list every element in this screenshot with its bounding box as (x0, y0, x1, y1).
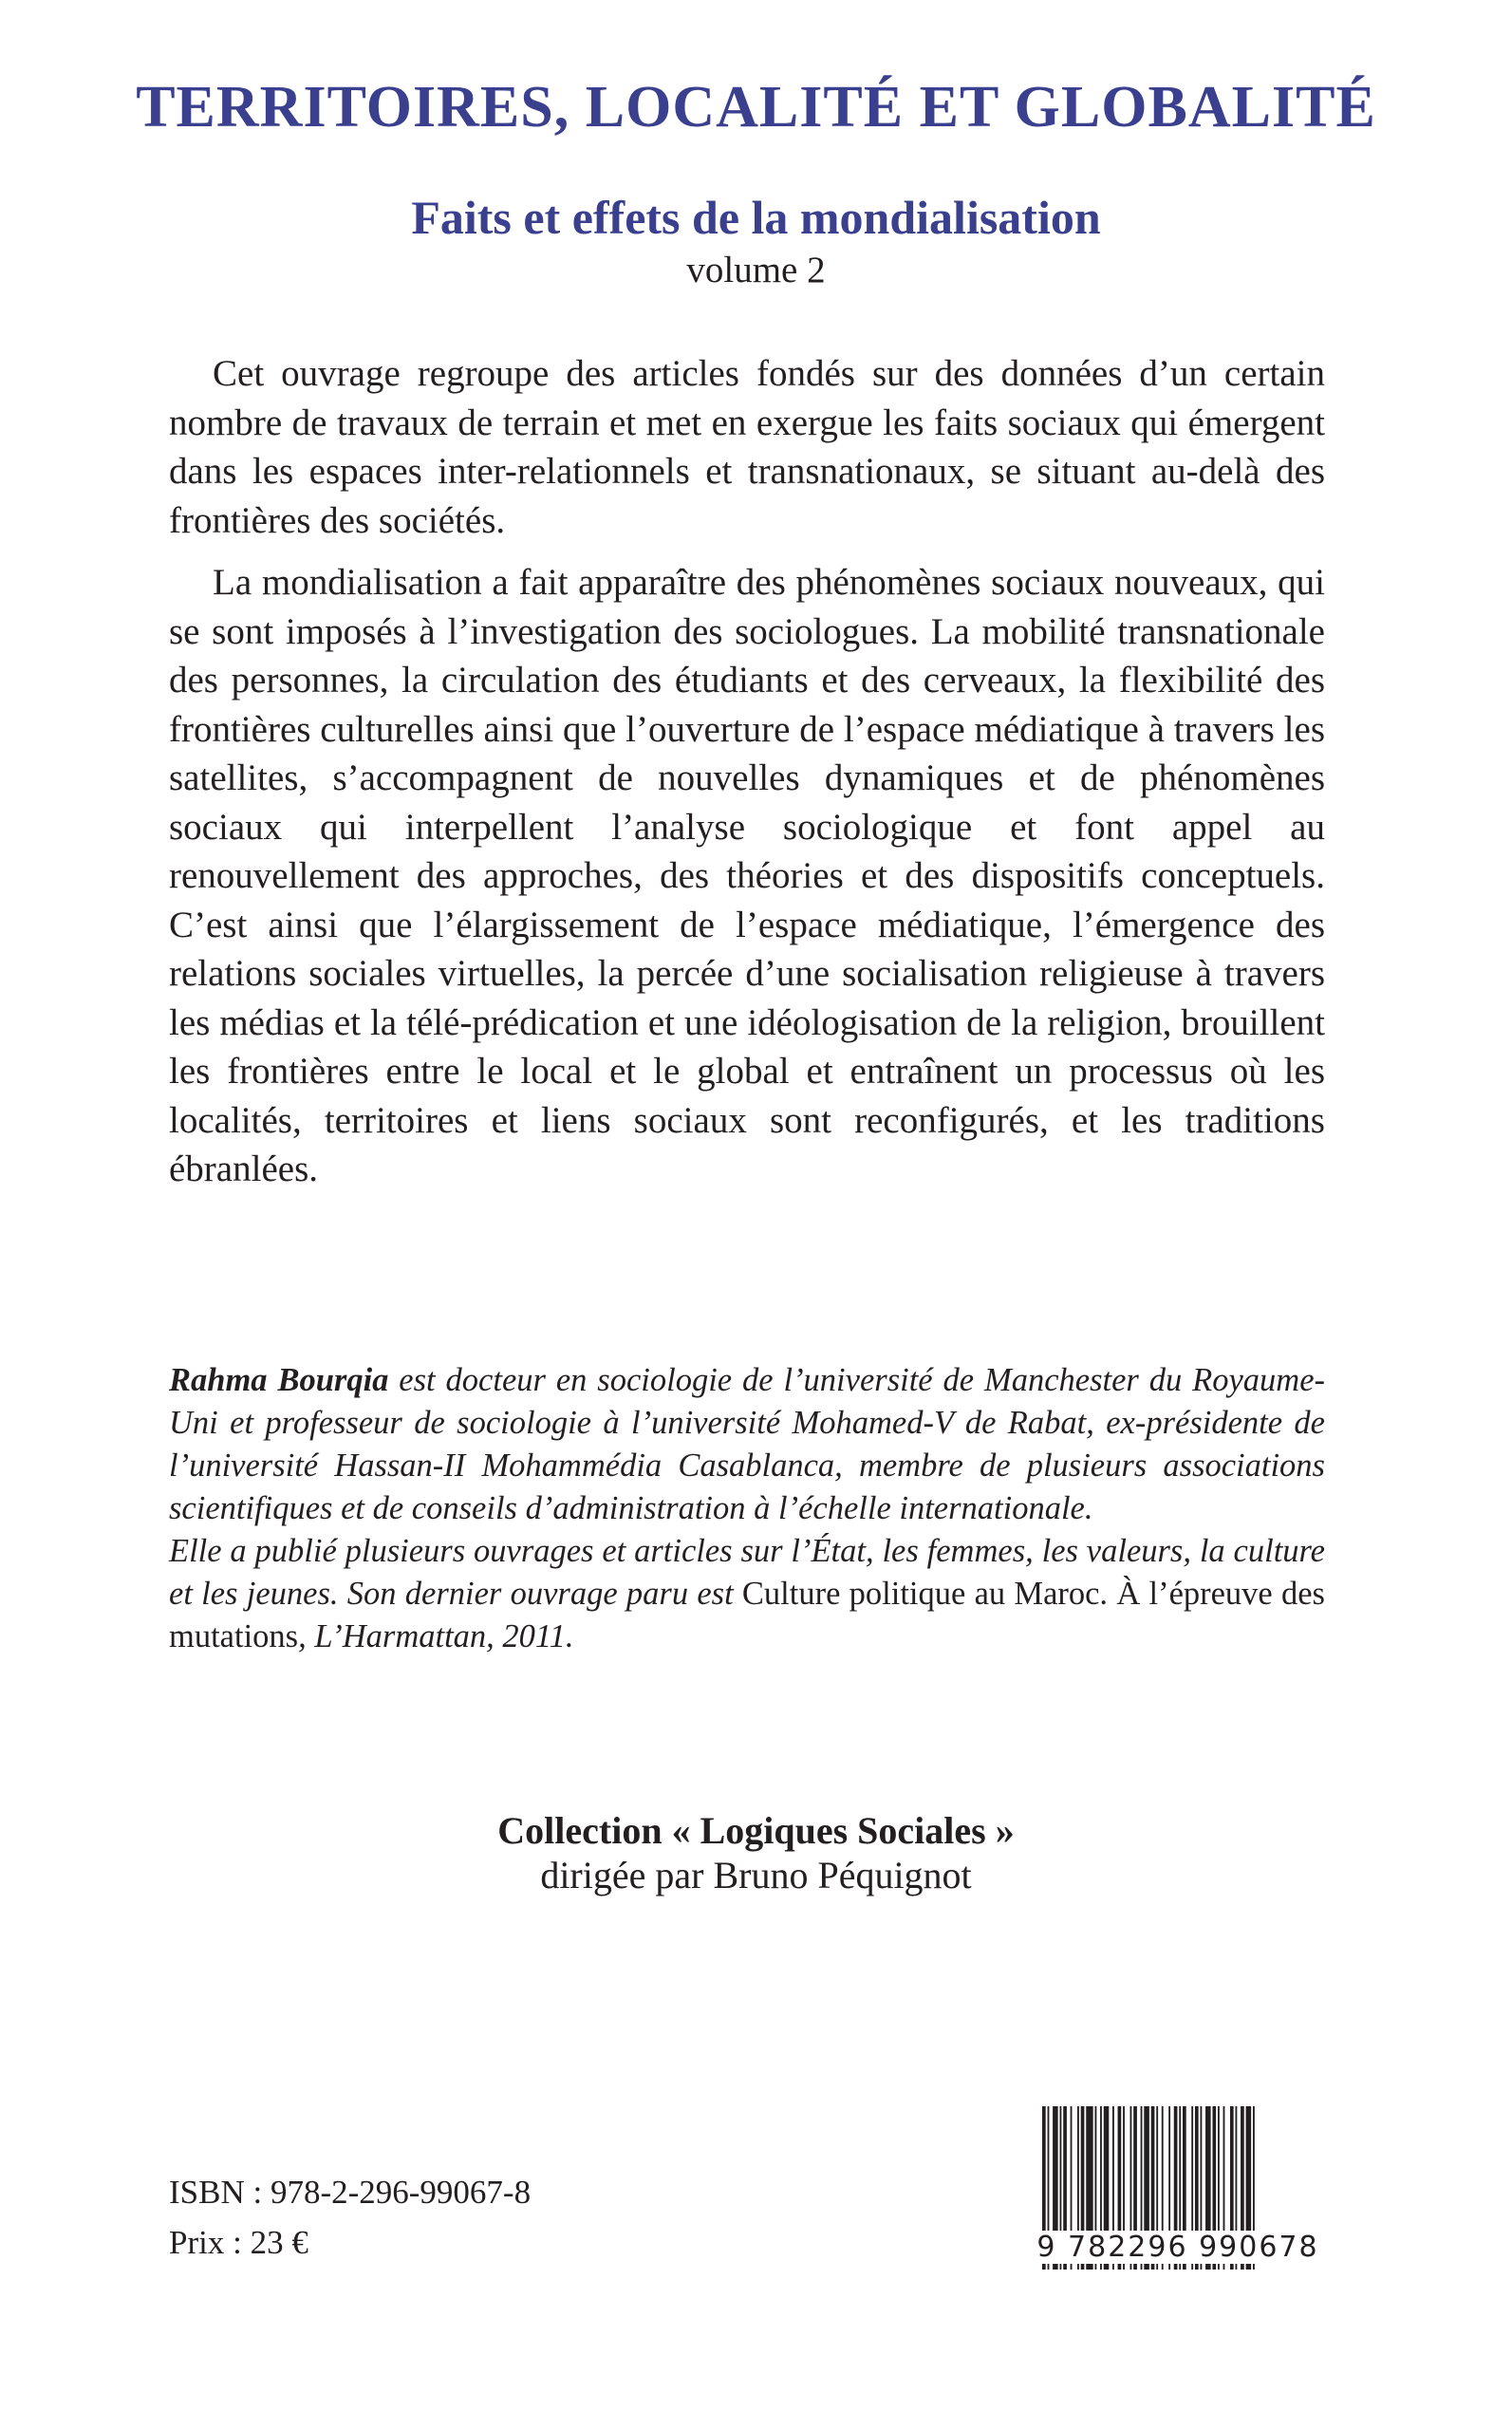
book-title: TERRITOIRES, LOCALITÉ ET GLOBALITÉ (136, 75, 1376, 140)
author-bio-text: est docteur en sociologie de l’université de Manchester du Royaume-Uni et professeur de sociologie à l’université Mohamed-V de Rabat, ex-présidente de l’université Hassan-II Mohammédia Casablanca, membre de plusieurs associations scientifiques et de conseils d’administration à l’échelle internationale. (169, 1362, 1325, 1526)
book-subtitle: Faits et effets de la mondialisation (411, 191, 1101, 244)
summary-paragraph: La mondialisation a fait apparaître des phénomènes sociaux nouveaux, qui se sont imposés à l’investigation des sociologues. La mobilité transnationale des personnes, la circulation des étudiants et des cerveaux, la flexibilité des frontières culturelles ainsi que l’ouverture de l’espace médiatique à travers les satellites, s’accompagnent de nouvelles dynamiques et de phénomènes sociaux qui interpellent l’analyse sociologique et font appel au renouvellement des approches, des théories et des dispositifs conceptuels. C’est ainsi que l’élargissement de l’espace médiatique, l’émergence des relations sociales virtuelles, la percée d’une socialisation religieuse à travers les médias et la télé-prédication et une idéologisation de la religion, brouillent les frontières entre le local et le global et entraînent un processus où les localités, territoires et liens sociaux sont reconfigurés, et les traditions ébranlées. (169, 562, 1325, 1189)
author-bio-paragraph (169, 1359, 1325, 1530)
publications-text: Elle a publié plusieurs ouvrages et articles sur l’État, les femmes, les valeurs, la culture et les jeunes. Son dernier ouvrage paru est (169, 1533, 1325, 1612)
collection-director: dirigée par Bruno Péquignot (540, 1854, 972, 1896)
summary (169, 349, 1325, 1207)
publisher-year: , L’Harmattan, 2011. (298, 1618, 574, 1654)
price: Prix : 23 € (169, 2224, 308, 2261)
author-publications (169, 1530, 1325, 1658)
barcode-digits: 9 782296 990678 (1035, 2231, 1321, 2264)
author-bio (169, 1359, 1325, 1658)
isbn: ISBN : 978-2-296-99067-8 (169, 2174, 532, 2211)
latest-book-title: Culture politique au Maroc. À l’épreuve des mutations (169, 1576, 1325, 1654)
collection-name: Collection « Logiques Sociales » (497, 1809, 1015, 1852)
author-name: Rahma Bourqia (169, 1362, 389, 1398)
summary-paragraph: Cet ouvrage regroupe des articles fondés sur des données d’un certain nombre de travaux de terrain et met en exergue les faits sociaux qui émergent dans les espaces inter-relationnels et transnationaux, se situant au-delà des frontières des sociétés. (169, 353, 1325, 541)
volume-number: volume 2 (686, 250, 826, 290)
